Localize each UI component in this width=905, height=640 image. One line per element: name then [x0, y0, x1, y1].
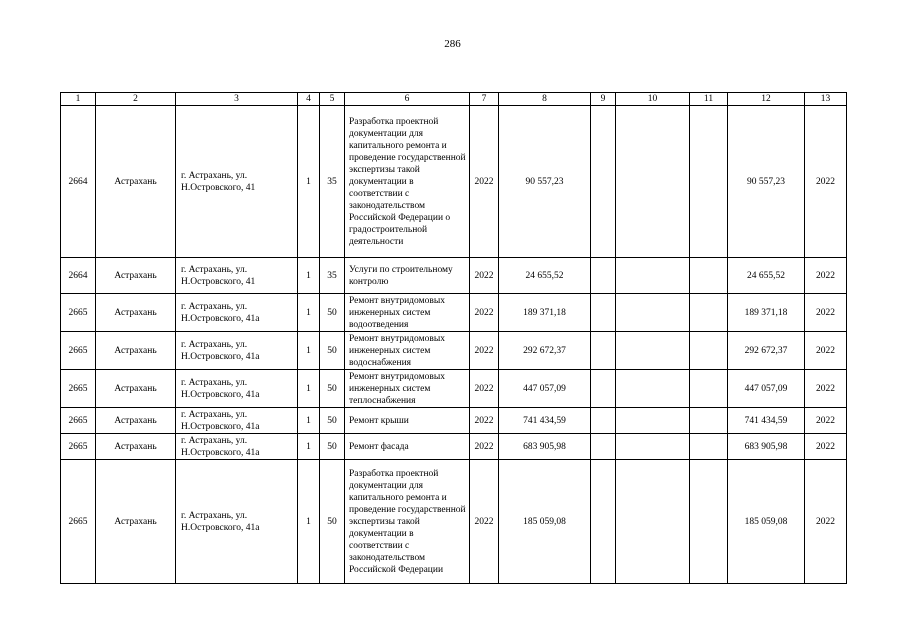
cell-col11 — [690, 106, 728, 258]
cell-col11 — [690, 294, 728, 332]
table-row — [61, 370, 847, 408]
cell-col11 — [690, 434, 728, 460]
cell-total: 24 655,52 — [728, 258, 805, 294]
cell-work: Ремонт внутридомовых инженерных систем водоснабжения — [345, 332, 470, 370]
cell-col9 — [591, 106, 616, 258]
cell-id: 2665 — [61, 294, 96, 332]
cell-col9 — [591, 460, 616, 584]
cell-work: Ремонт внутридомовых инженерных систем теплоснабжения — [345, 370, 470, 408]
header-row — [61, 93, 847, 106]
cell-end-year: 2022 — [805, 332, 847, 370]
cell-col9 — [591, 294, 616, 332]
cell-year: 2022 — [470, 408, 499, 434]
cell-col4: 1 — [298, 434, 320, 460]
cell-year: 2022 — [470, 370, 499, 408]
cell-total: 185 059,08 — [728, 460, 805, 584]
cell-col9 — [591, 258, 616, 294]
cell-city: Астрахань — [96, 434, 176, 460]
table-row — [61, 106, 847, 258]
cell-total: 683 905,98 — [728, 434, 805, 460]
cell-col10 — [616, 370, 690, 408]
col-header: 8 — [499, 93, 591, 106]
table-row — [61, 294, 847, 332]
cell-col5: 35 — [320, 258, 345, 294]
cell-address: г. Астрахань, ул. Н.Островского, 41а — [176, 370, 298, 408]
col-header: 12 — [728, 93, 805, 106]
cell-col10 — [616, 294, 690, 332]
cell-address: г. Астрахань, ул. Н.Островского, 41 — [176, 106, 298, 258]
cell-col11 — [690, 258, 728, 294]
cell-col10 — [616, 408, 690, 434]
cell-cost: 292 672,37 — [499, 332, 591, 370]
cell-col5: 35 — [320, 106, 345, 258]
cell-id: 2664 — [61, 258, 96, 294]
cell-end-year: 2022 — [805, 258, 847, 294]
cell-col9 — [591, 370, 616, 408]
table-row — [61, 408, 847, 434]
cell-col5: 50 — [320, 460, 345, 584]
cell-year: 2022 — [470, 258, 499, 294]
cell-total: 741 434,59 — [728, 408, 805, 434]
cell-year: 2022 — [470, 294, 499, 332]
cell-address: г. Астрахань, ул. Н.Островского, 41а — [176, 332, 298, 370]
cell-cost: 24 655,52 — [499, 258, 591, 294]
cell-col5: 50 — [320, 434, 345, 460]
cell-work: Ремонт внутридомовых инженерных систем водоотведения — [345, 294, 470, 332]
page-number: 286 — [444, 38, 461, 50]
cell-cost: 189 371,18 — [499, 294, 591, 332]
cell-address: г. Астрахань, ул. Н.Островского, 41 — [176, 258, 298, 294]
col-header: 13 — [805, 93, 847, 106]
cell-address: г. Астрахань, ул. Н.Островского, 41а — [176, 460, 298, 584]
cell-col10 — [616, 434, 690, 460]
cell-year: 2022 — [470, 460, 499, 584]
cell-city: Астрахань — [96, 460, 176, 584]
cell-total: 292 672,37 — [728, 332, 805, 370]
cell-col4: 1 — [298, 460, 320, 584]
cell-col9 — [591, 434, 616, 460]
col-header: 1 — [61, 93, 96, 106]
cell-col4: 1 — [298, 106, 320, 258]
cell-col4: 1 — [298, 258, 320, 294]
cell-work: Ремонт фасада — [345, 434, 470, 460]
cell-year: 2022 — [470, 106, 499, 258]
cell-total: 90 557,23 — [728, 106, 805, 258]
cell-id: 2665 — [61, 460, 96, 584]
cell-end-year: 2022 — [805, 294, 847, 332]
col-header: 11 — [690, 93, 728, 106]
col-header: 4 — [298, 93, 320, 106]
cell-work: Услуги по строительному контролю — [345, 258, 470, 294]
cell-col4: 1 — [298, 332, 320, 370]
program-table — [60, 92, 847, 584]
cell-col10 — [616, 258, 690, 294]
col-header: 5 — [320, 93, 345, 106]
col-header: 6 — [345, 93, 470, 106]
cell-total: 189 371,18 — [728, 294, 805, 332]
cell-cost: 90 557,23 — [499, 106, 591, 258]
cell-city: Астрахань — [96, 370, 176, 408]
cell-col9 — [591, 408, 616, 434]
col-header: 9 — [591, 93, 616, 106]
cell-year: 2022 — [470, 434, 499, 460]
cell-address: г. Астрахань, ул. Н.Островского, 41а — [176, 408, 298, 434]
table-row — [61, 434, 847, 460]
cell-year: 2022 — [470, 332, 499, 370]
cell-col11 — [690, 460, 728, 584]
cell-city: Астрахань — [96, 408, 176, 434]
cell-cost: 447 057,09 — [499, 370, 591, 408]
cell-col5: 50 — [320, 370, 345, 408]
cell-end-year: 2022 — [805, 408, 847, 434]
cell-col5: 50 — [320, 332, 345, 370]
col-header: 2 — [96, 93, 176, 106]
col-header: 10 — [616, 93, 690, 106]
cell-address: г. Астрахань, ул. Н.Островского, 41а — [176, 294, 298, 332]
cell-city: Астрахань — [96, 106, 176, 258]
cell-col4: 1 — [298, 370, 320, 408]
cell-id: 2665 — [61, 408, 96, 434]
cell-city: Астрахань — [96, 332, 176, 370]
cell-city: Астрахань — [96, 294, 176, 332]
cell-work: Разработка проектной документации для капитального ремонта и проведение государственной экспертизы такой документации в соответствии с законодательством Российской Федерации — [345, 460, 470, 584]
cell-id: 2665 — [61, 332, 96, 370]
cell-id: 2664 — [61, 106, 96, 258]
cell-col4: 1 — [298, 408, 320, 434]
cell-total: 447 057,09 — [728, 370, 805, 408]
cell-end-year: 2022 — [805, 370, 847, 408]
cell-col11 — [690, 332, 728, 370]
cell-city: Астрахань — [96, 258, 176, 294]
cell-work: Разработка проектной документации для капитального ремонта и проведение государственной экспертизы такой документации в соответствии с законодательством Российской Федерации о градостроительной деятельности — [345, 106, 470, 258]
cell-work: Ремонт крыши — [345, 408, 470, 434]
cell-col11 — [690, 408, 728, 434]
table-row — [61, 258, 847, 294]
cell-address: г. Астрахань, ул. Н.Островского, 41а — [176, 434, 298, 460]
table-row — [61, 460, 847, 584]
cell-col10 — [616, 460, 690, 584]
col-header: 3 — [176, 93, 298, 106]
cell-cost: 683 905,98 — [499, 434, 591, 460]
col-header: 7 — [470, 93, 499, 106]
cell-cost: 741 434,59 — [499, 408, 591, 434]
cell-cost: 185 059,08 — [499, 460, 591, 584]
cell-col11 — [690, 370, 728, 408]
cell-col4: 1 — [298, 294, 320, 332]
cell-end-year: 2022 — [805, 106, 847, 258]
cell-col9 — [591, 332, 616, 370]
cell-col10 — [616, 106, 690, 258]
cell-end-year: 2022 — [805, 434, 847, 460]
cell-id: 2665 — [61, 370, 96, 408]
cell-col10 — [616, 332, 690, 370]
cell-col5: 50 — [320, 294, 345, 332]
cell-id: 2665 — [61, 434, 96, 460]
cell-end-year: 2022 — [805, 460, 847, 584]
table-row — [61, 332, 847, 370]
cell-col5: 50 — [320, 408, 345, 434]
